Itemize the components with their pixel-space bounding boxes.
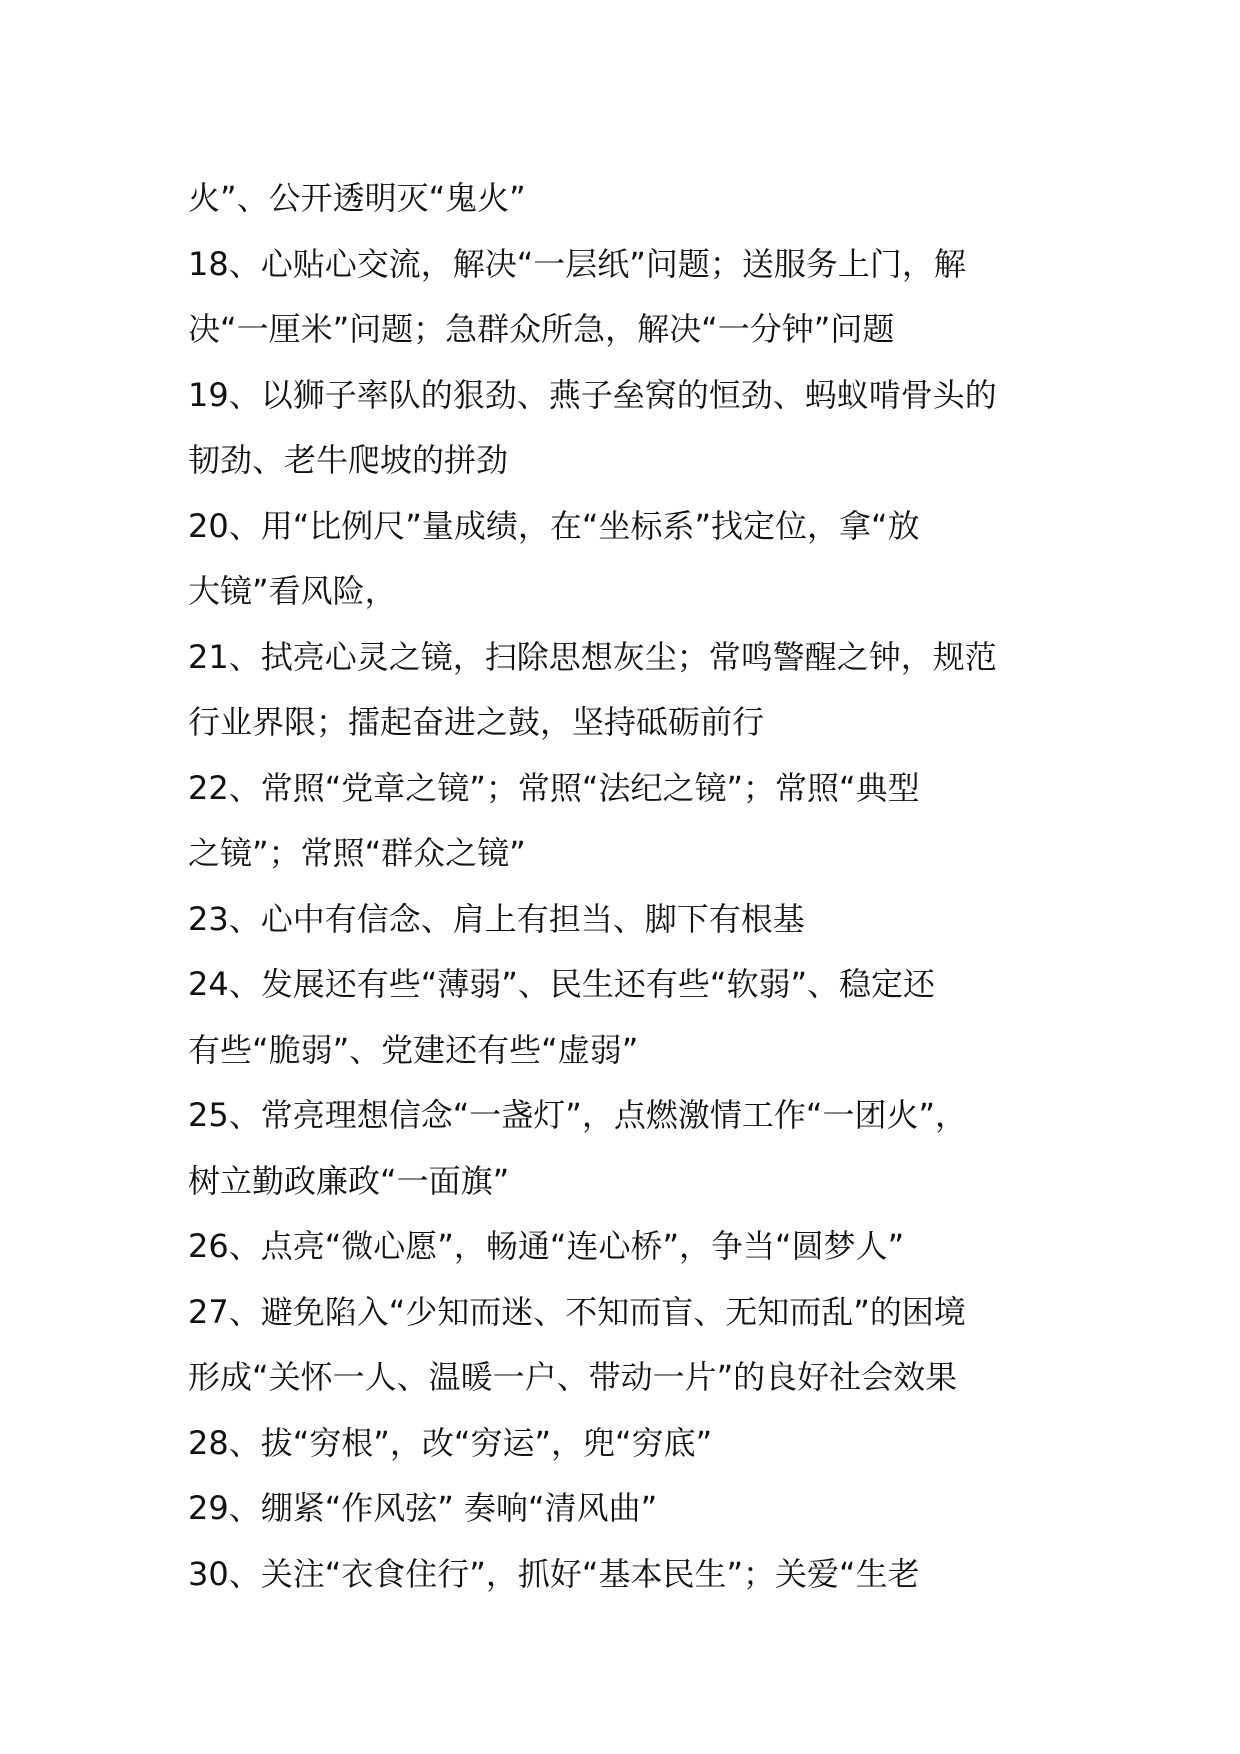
text-line: 形成“关怀一人、温暖一户、带动一片”的良好社会效果 [188,1358,958,1396]
text-line: 韧劲、老牛爬坡的拼劲 [188,441,509,479]
text-line: 20、用“比例尺”量成绩，在“坐标系”找定位，拿“放 [188,506,920,545]
text-line: 22、常照“党章之镜”；常照“法纪之镜”；常照“典型 [188,768,920,807]
text-line: 26、点亮“微心愿”，畅通“连心桥”，争当“圆梦人” [188,1227,905,1265]
text-line: 25、常亮理想信念“一盏灯”，点燃激情工作“一团火”， [188,1096,968,1134]
text-line: 24、发展还有些“薄弱”、民生还有些“软弱”、稳定还 [188,965,936,1003]
text-line: 行业界限；擂起奋进之鼓，坚持砥砺前行 [188,703,765,741]
text-line: 之镜”；常照“群众之镜” [188,834,526,872]
text-line: 大镜”看风险， [188,572,397,610]
text-line: 30、关注“衣食住行”，抓好“基本民生”；关爱“生老 [188,1554,920,1593]
text-line: 决“一厘米”问题；急群众所急，解决“一分钟”问题 [188,310,895,348]
text-line: 火”、公开透明灭“鬼火” [188,179,526,217]
text-line: 树立勤政廉政“一面旗” [188,1161,510,1200]
text-line: 27、避免陷入“少知而迷、不知而盲、无知而乱”的困境 [188,1292,966,1331]
text-line: 21、拭亮心灵之镜，扫除思想灰尘；常鸣警醒之钟，规范 [188,637,997,676]
text-line: 有些“脆弱”、党建还有些“虚弱” [188,1030,639,1069]
text-line: 29、绷紧“作风弦” 奏响“清风曲” [188,1489,658,1527]
text-line: 23、心中有信念、肩上有担当、脚下有根基 [188,899,805,938]
text-line: 19、以狮子率队的狠劲、燕子垒窝的恒劲、蚂蚁啃骨头的 [188,375,997,414]
document-body [188,166,1118,1607]
text-line: 28、拔“穷根”，改“穷运”，兜“穷底” [188,1423,713,1462]
text-line: 18、心贴心交流，解决“一层纸”问题；送服务上门，解 [188,244,966,283]
